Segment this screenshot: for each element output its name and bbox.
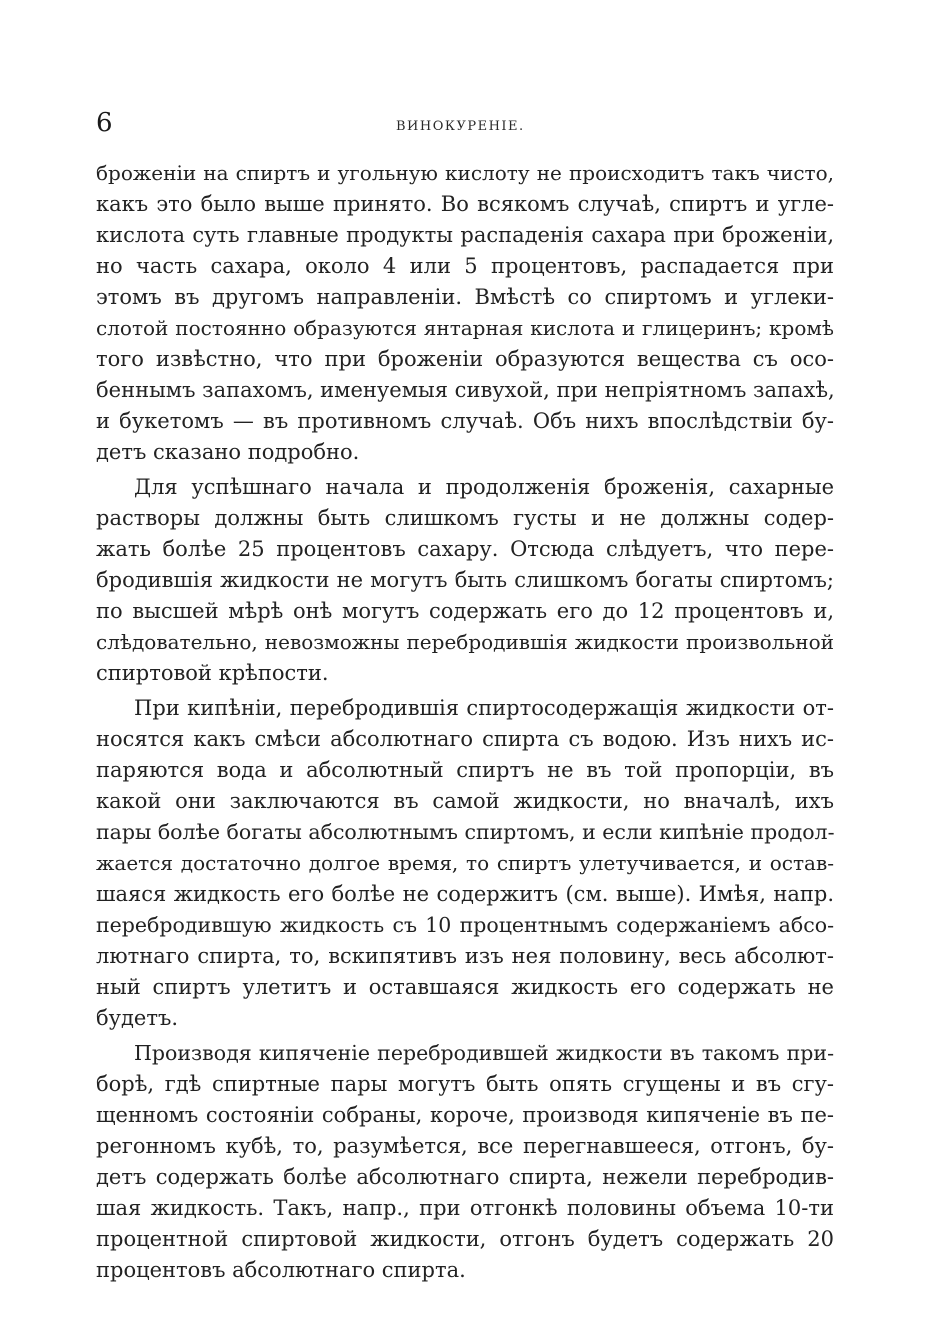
paragraph bbox=[96, 158, 834, 468]
text-line: жать болѣе 25 процентовъ сахару. Отсюда слѣдуетъ, что пере- bbox=[96, 537, 834, 561]
text-line: щенномъ состояніи собраны, короче, производя кипяченіе въ пе- bbox=[96, 1103, 834, 1127]
text-line: Производя кипяченіе перебродившей жидкости въ такомъ при- bbox=[134, 1041, 834, 1065]
text-line: пары болѣе богаты абсолютнымъ спиртомъ, и если кипѣніе продол- bbox=[96, 820, 835, 844]
running-title: ВИНОКУРЕНІЕ. bbox=[396, 119, 525, 134]
text-line: носятся какъ смѣси абсолютнаго спирта съ водою. Изъ нихъ ис- bbox=[96, 727, 834, 751]
paragraph bbox=[96, 693, 834, 1034]
paragraph bbox=[96, 1038, 834, 1286]
text-line: того извѣстно, что при броженіи образуются вещества съ осо- bbox=[96, 347, 834, 371]
text-line: броженіи на спиртъ и угольную кислоту не происходитъ такъ чисто, bbox=[96, 161, 834, 185]
text-line: Для успѣшнаго начала и продолженія броженія, сахарные bbox=[134, 475, 834, 499]
text-line: паряются вода и абсолютный спиртъ не въ той пропорціи, въ bbox=[96, 758, 834, 782]
text-line: регонномъ кубѣ, то, разумѣется, все перегнавшееся, отгонъ, бу- bbox=[96, 1134, 834, 1158]
body-text bbox=[96, 158, 834, 1290]
text-line: лютнаго спирта, то, вскипятивъ изъ нея половину, весь абсолют- bbox=[96, 944, 834, 968]
page-header bbox=[96, 108, 836, 142]
text-line: беннымъ запахомъ, именуемыя сивухой, при непріятномъ запахѣ, bbox=[96, 378, 835, 402]
text-line: растворы должны быть слишкомъ густы и не должны содер- bbox=[96, 506, 834, 530]
text-line: какой они заключаются въ самой жидкости, но вначалѣ, ихъ bbox=[96, 789, 834, 813]
text-line: этомъ въ другомъ направленіи. Вмѣстѣ со спиртомъ и углеки- bbox=[96, 285, 834, 309]
paragraph bbox=[96, 472, 834, 689]
text-line: какъ это было выше принято. Во всякомъ случаѣ, спиртъ и угле- bbox=[96, 192, 834, 216]
text-line: процентной спиртовой жидкости, отгонъ будетъ содержать 20 bbox=[96, 1227, 834, 1251]
text-line: будетъ. bbox=[96, 1006, 179, 1030]
text-line: бродившія жидкости не могутъ быть слишкомъ богаты спиртомъ; bbox=[96, 568, 834, 592]
text-line: спиртовой крѣпости. bbox=[96, 661, 329, 685]
text-line: слотой постоянно образуются янтарная кислота и глицеринъ; кромѣ bbox=[96, 316, 834, 340]
text-line: и букетомъ — въ противномъ случаѣ. Объ нихъ впослѣдствіи бу- bbox=[96, 409, 834, 433]
text-line: но часть сахара, около 4 или 5 процентовъ, распадается при bbox=[96, 254, 834, 278]
text-line: При кипѣніи, перебродившія спиртосодержащія жидкости от- bbox=[134, 696, 834, 720]
text-line: шая жидкость. Такъ, напр., при отгонкѣ половины объема 10-ти bbox=[96, 1196, 834, 1220]
text-line: детъ сказано подробно. bbox=[96, 440, 360, 464]
text-line: шаяся жидкость его болѣе не содержитъ (см. выше). Имѣя, напр. bbox=[96, 882, 834, 906]
text-line: кислота суть главные продукты распаденія сахара при броженіи, bbox=[96, 223, 834, 247]
text-line: процентовъ абсолютнаго спирта. bbox=[96, 1258, 466, 1282]
text-line: борѣ, гдѣ спиртные пары могутъ быть опять сгущены и въ сгу- bbox=[96, 1072, 834, 1096]
text-line: перебродившую жидкость съ 10 процентнымъ содержаніемъ абсо- bbox=[96, 913, 834, 937]
text-line: детъ содержать болѣе абсолютнаго спирта, нежели перебродив- bbox=[96, 1165, 834, 1189]
page-number: 6 bbox=[96, 108, 113, 138]
text-line: жается достаточно долгое время, то спиртъ улетучивается, и остав- bbox=[96, 851, 834, 875]
text-line: ный спиртъ улетитъ и оставшаяся жидкость его содержать не bbox=[96, 975, 834, 999]
text-line: по высшей мѣрѣ онѣ могутъ содержать его до 12 процентовъ и, bbox=[96, 599, 834, 623]
text-line: слѣдовательно, невозможны перебродившія жидкости произвольной bbox=[96, 630, 834, 654]
